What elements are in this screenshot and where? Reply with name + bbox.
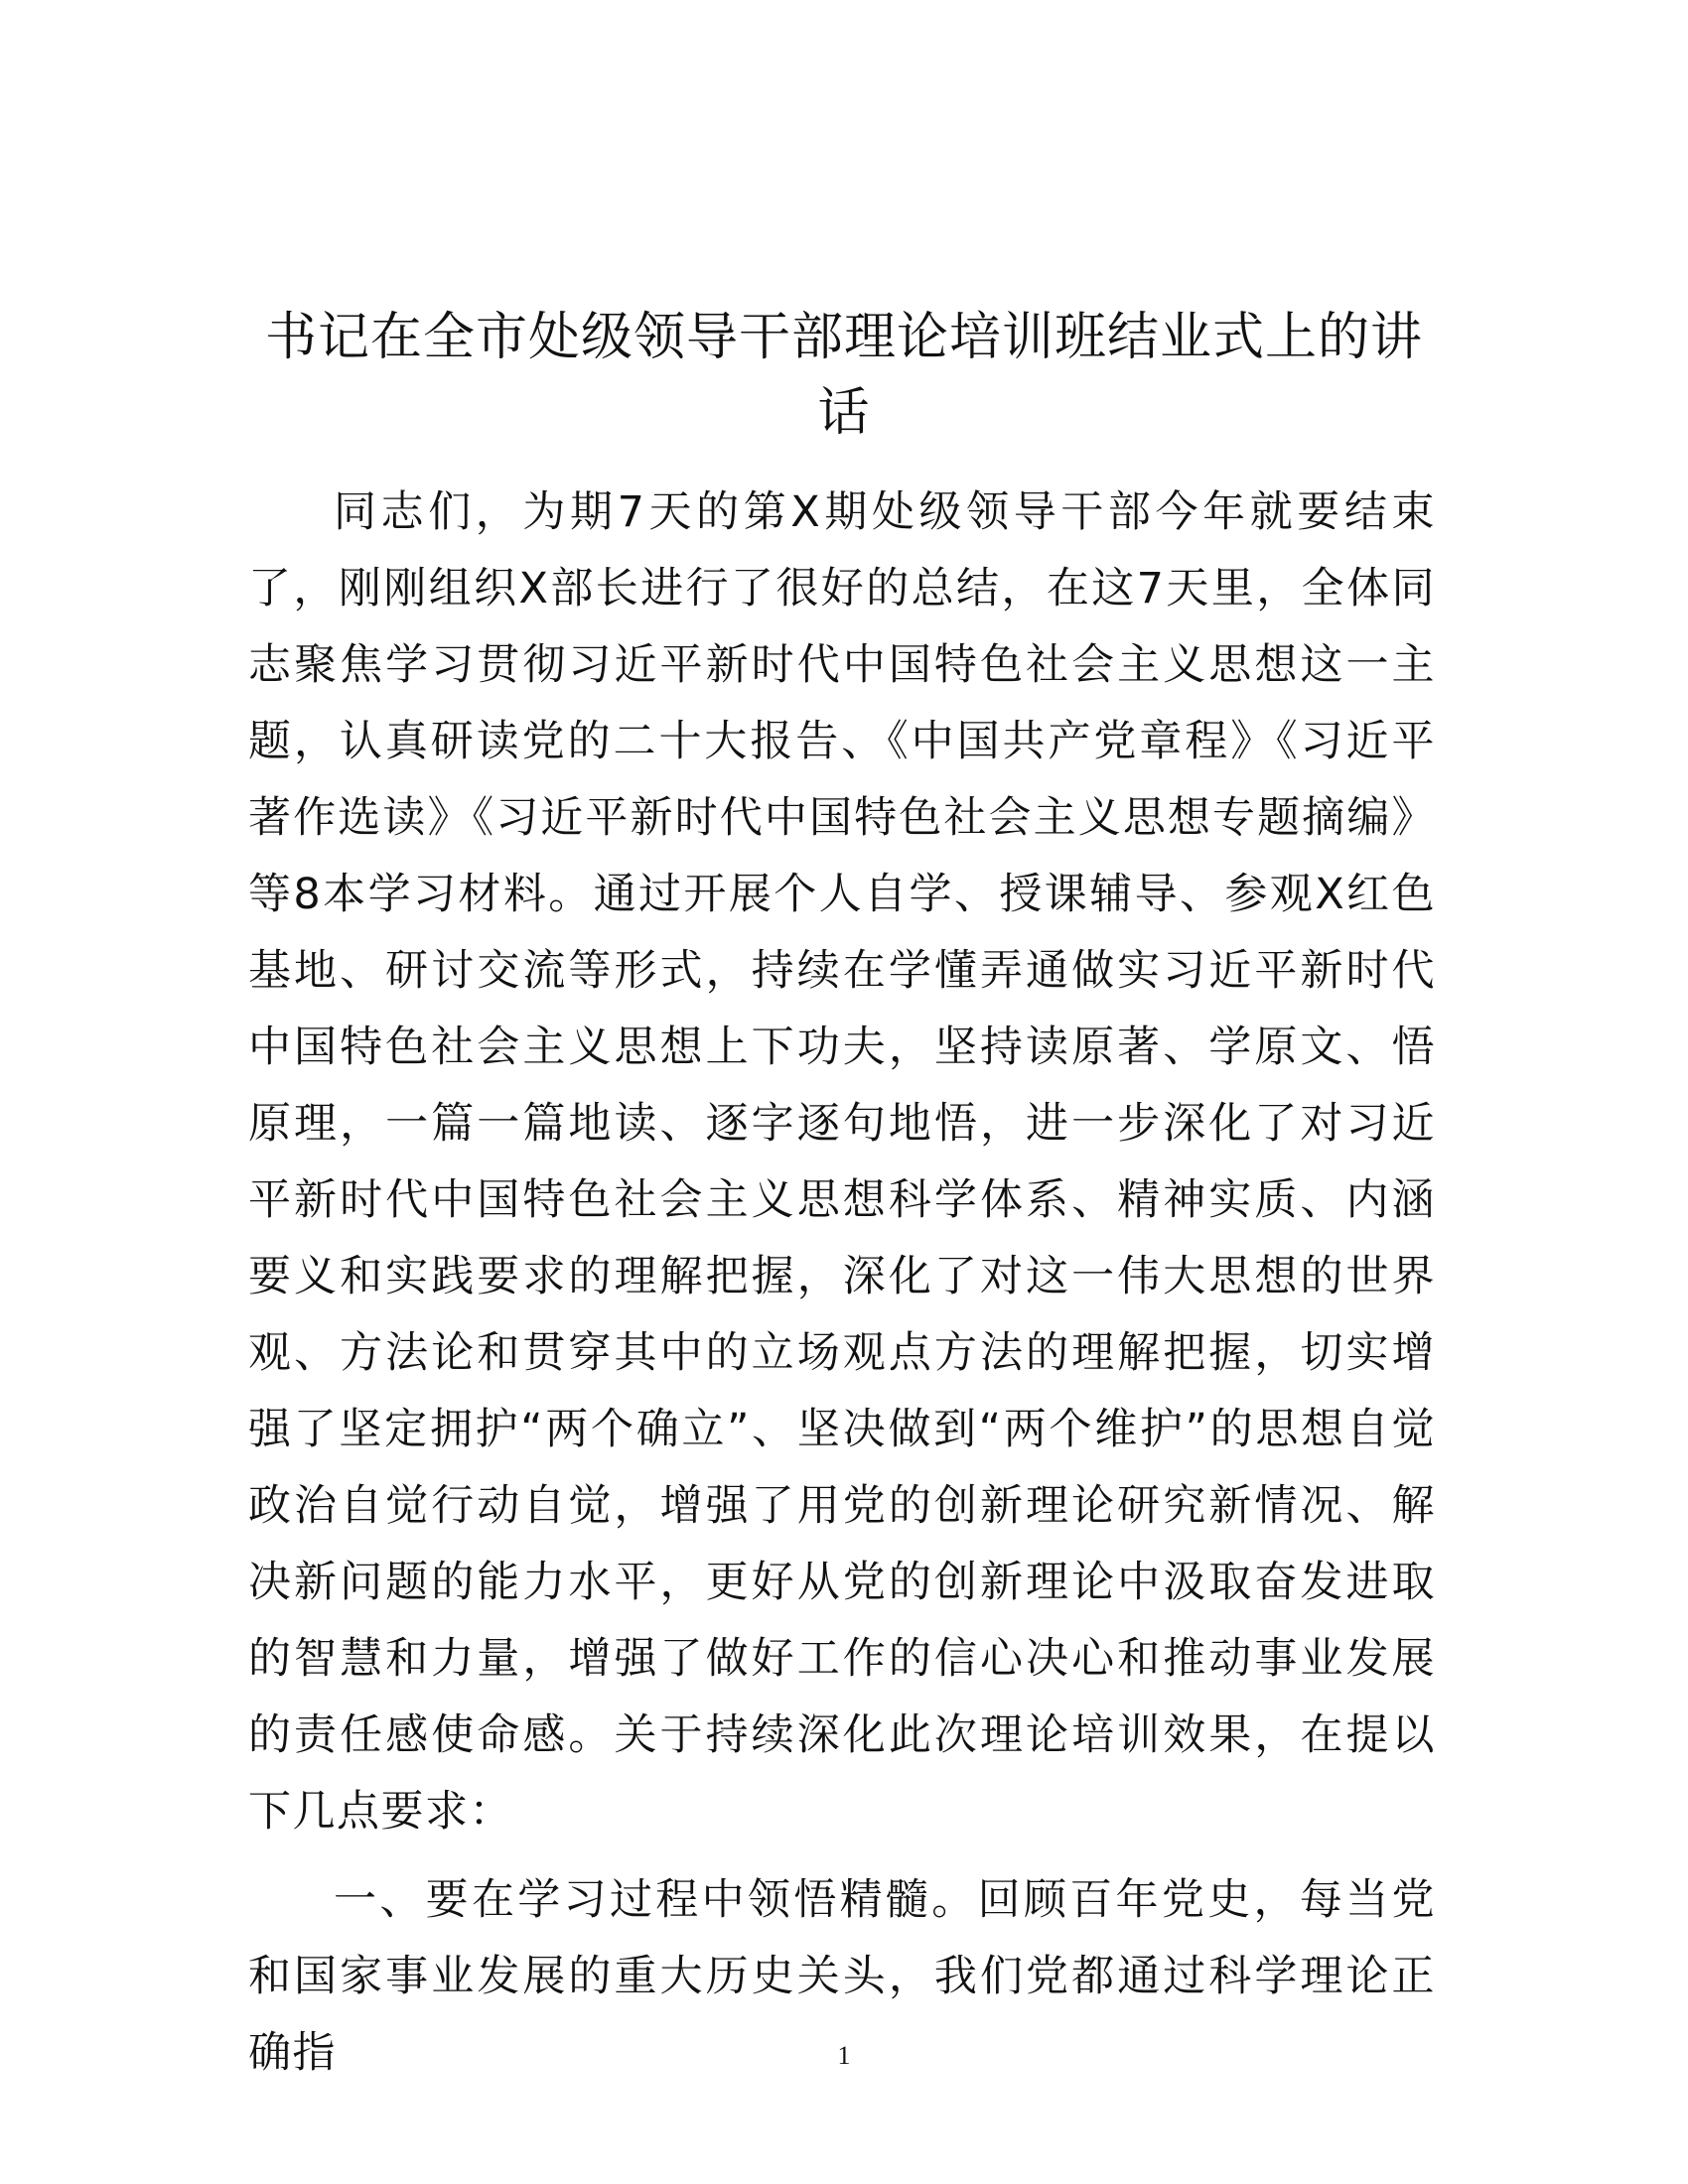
body-paragraph-2: 一、要在学习过程中领悟精髓。回顾百年党史，每当党和国家事业发展的重大历史关头，我们党都通过科学理论正确指 — [248, 1875, 1436, 2078]
document-body — [248, 475, 1436, 2092]
page-number: 1 — [837, 2041, 851, 2070]
document-title: 书记在全市处级领导干部理论培训班结业式上的讲话 — [264, 308, 1423, 443]
body-paragraph-1: 同志们，为期7天的第X期处级领导干部今年就要结束了，刚刚组织X部长进行了很好的总结，在这7天里，全体同志聚焦学习贯彻习近平新时代中国特色社会主义思想这一主题，认真研读党的二十大报告、《中国共产党章程》《习近平著作选读》《习近平新时代中国特色社会主义思想专题摘编》等8本学习材料。通过开展个人自学、授课辅导、参观X红色基地、研讨交流等形式，持续在学懂弄通做实习近平新时代中国特色社会主义思想上下功夫，坚持读原著、学原文、悟原理，一篇一篇地读、逐字逐句地悟，进一步深化了对习近平新时代中国特色社会主义思想科学体系、精神实质、内涵要义和实践要求的理解把握，深化了对这一伟大思想的世界观、方法论和贯穿其中的立场观点方法的理解把握，切实增强了坚定拥护“两个确立”、坚决做到“两个维护”的思想自觉政治自觉行动自觉，增强了用党的创新理论研究新情况、解决新问题的能力水平，更好从党的创新理论中汲取奋发进取的智慧和力量，增强了做好工作的信心决心和推动事业发展的责任感使命感。关于持续深化此次理论培训效果，在提以下几点要求： — [248, 487, 1436, 1837]
